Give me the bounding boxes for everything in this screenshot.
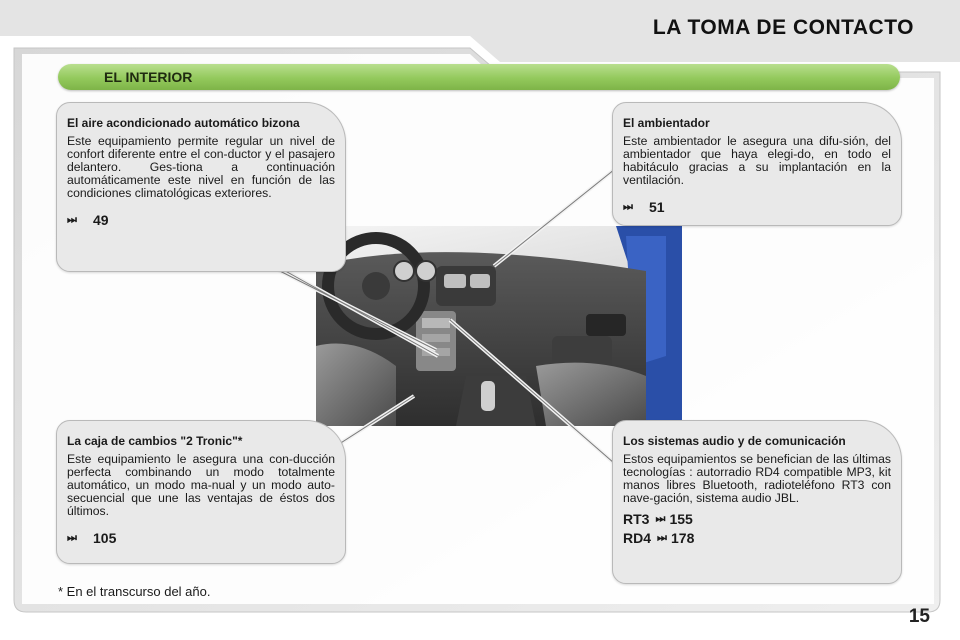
page-reference-icon: ⏭ (623, 201, 633, 213)
page-reference[interactable] (623, 201, 891, 214)
card-air-freshener (612, 102, 902, 226)
card-audio-systems (612, 420, 902, 584)
page-reference-rd4[interactable] (623, 532, 891, 545)
card-body: Este equipamiento permite regular un nivel de confort diferente entre el con-ductor y el pasajero delantero. Ges-tiona a continuación automáticamente este nivel en función de las condiciones climatológicas exteriores. (67, 134, 335, 200)
page-reference-icon: ⏭ (67, 214, 77, 226)
card-body: Este ambientador le asegura una difu-sión, del ambientador que haya elegi-do, en todo el habitáculo gracias a su implantación en la ventilación. (623, 134, 891, 187)
section-title: EL INTERIOR (104, 69, 193, 85)
card-body: Este equipamiento le asegura una con-ducción perfecta combinando un modo totalmente automático, un modo ma-nual y un modo auto-secuencial que une las ventajas de éstos dos últimos. (67, 452, 335, 518)
page-number-ref: 51 (649, 199, 665, 215)
card-body: Estos equipamientos se benefician de las últimas tecnologías : autorradio RD4 compatible MP3, kit manos libres Bluetooth, radioteléfono RT3 con nave-gación, sistema audio JBL. (623, 452, 891, 505)
card-title: El ambientador (623, 116, 710, 130)
page-reference-icon: ⏭ (67, 532, 77, 544)
system-label: RT3 (623, 511, 650, 527)
page-number-ref: 155 (669, 511, 693, 527)
page-reference-rt3[interactable] (623, 513, 891, 526)
card-gearbox (56, 420, 346, 564)
card-title: Los sistemas audio y de comunicación (623, 434, 846, 448)
page-title: LA TOMA DE CONTACTO (652, 16, 914, 39)
card-title: La caja de cambios "2 Tronic"* (67, 434, 243, 448)
page-reference-icon: ⏭ (655, 513, 666, 525)
footnote: * En el transcurso del año. (58, 584, 211, 599)
card-title: El aire acondicionado automático bizona (67, 116, 300, 130)
system-label: RD4 (623, 530, 652, 546)
page-reference-icon: ⏭ (657, 532, 667, 544)
page-number-ref: 49 (93, 212, 109, 228)
page-number: 15 (908, 606, 930, 627)
page-number-ref: 178 (671, 530, 695, 546)
page-number-ref: 105 (93, 530, 117, 546)
page-reference[interactable] (67, 214, 335, 227)
interior-photo (316, 226, 682, 426)
page-reference[interactable] (67, 532, 335, 545)
card-air-conditioning (56, 102, 346, 272)
